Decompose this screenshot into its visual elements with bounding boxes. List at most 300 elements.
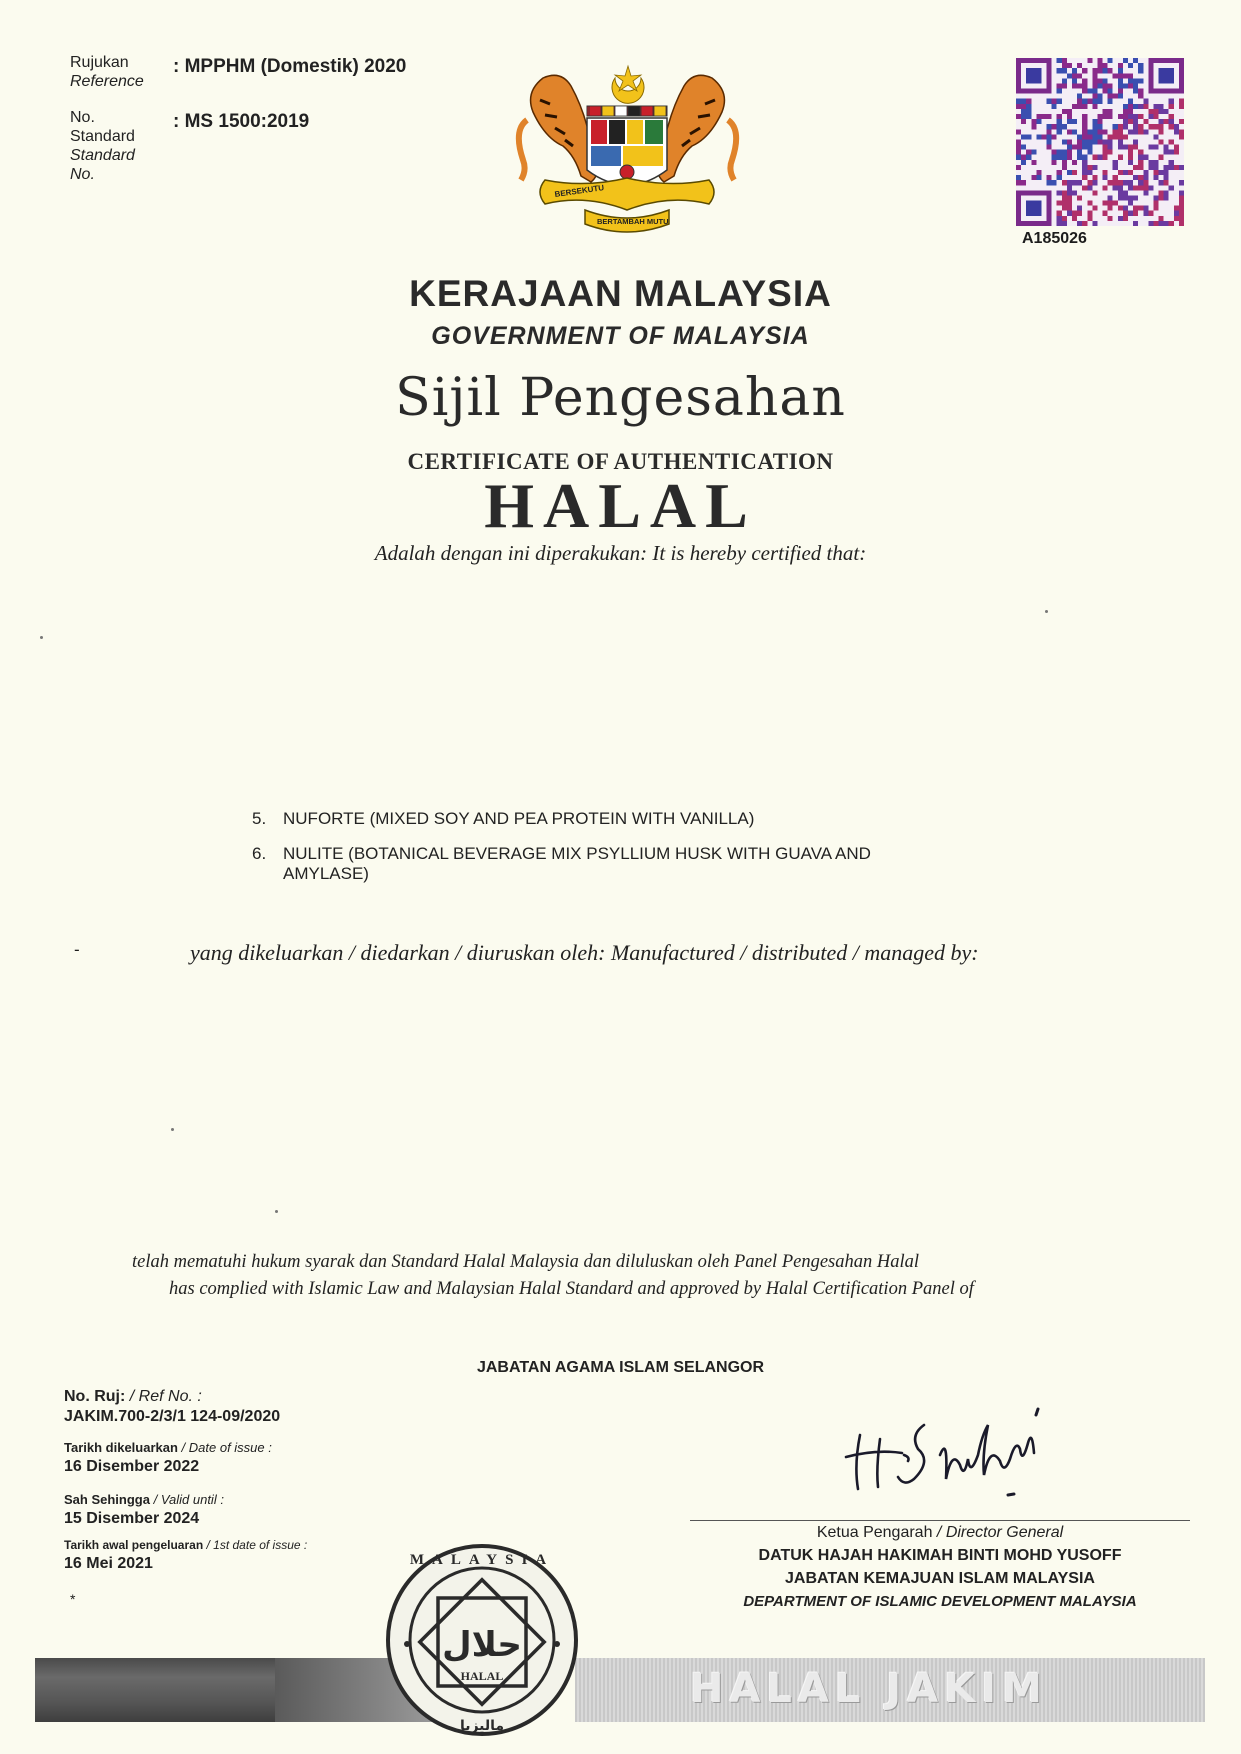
qr-module <box>1148 185 1153 190</box>
qr-module <box>1113 134 1118 139</box>
qr-module <box>1016 165 1021 170</box>
qr-module <box>1016 150 1021 155</box>
qr-module <box>1077 150 1082 155</box>
qr-module <box>1123 124 1128 129</box>
qr-module <box>1128 185 1133 190</box>
qr-module <box>1036 175 1041 180</box>
qr-module <box>1062 180 1067 185</box>
qr-module <box>1067 180 1072 185</box>
qr-module <box>1072 73 1077 78</box>
qr-module <box>1092 155 1097 160</box>
svg-text:BERSEKUTU: BERSEKUTU <box>554 183 605 199</box>
qr-module <box>1103 211 1108 216</box>
qr-module <box>1062 78 1067 83</box>
qr-module <box>1133 83 1138 88</box>
qr-code <box>1016 58 1184 226</box>
qr-module <box>1164 180 1169 185</box>
qr-module <box>1153 201 1158 206</box>
qr-module <box>1103 78 1108 83</box>
qr-module <box>1174 211 1179 216</box>
qr-module <box>1077 134 1082 139</box>
qr-module <box>1036 134 1041 139</box>
qr-module <box>1138 89 1143 94</box>
qr-module <box>1133 129 1138 134</box>
qr-module <box>1092 129 1097 134</box>
qr-module <box>1103 150 1108 155</box>
qr-module <box>1052 124 1057 129</box>
qr-module <box>1128 63 1133 68</box>
qr-module <box>1092 134 1097 139</box>
qr-module <box>1179 206 1184 211</box>
qr-module <box>1128 109 1133 114</box>
qr-module <box>1118 134 1123 139</box>
qr-module <box>1067 190 1072 195</box>
manufactured-dash: - <box>74 940 80 959</box>
qr-module <box>1041 134 1046 139</box>
qr-module <box>1057 114 1062 119</box>
qr-module <box>1016 175 1021 180</box>
qr-module <box>1103 185 1108 190</box>
director-department-malay: JABATAN KEMAJUAN ISLAM MALAYSIA <box>785 1570 1095 1587</box>
qr-module <box>1052 155 1057 160</box>
qr-module <box>1118 129 1123 134</box>
qr-module <box>1128 99 1133 104</box>
first-issue-label: Tarikh awal pengeluaran / 1st date of issue : <box>64 1538 308 1552</box>
qr-module <box>1057 129 1062 134</box>
qr-module <box>1077 99 1082 104</box>
qr-module <box>1118 114 1123 119</box>
qr-module <box>1164 190 1169 195</box>
qr-module <box>1082 129 1087 134</box>
qr-module <box>1108 83 1113 88</box>
qr-module <box>1159 170 1164 175</box>
qr-module <box>1153 145 1158 150</box>
qr-module <box>1108 195 1113 200</box>
qr-module <box>1133 114 1138 119</box>
qr-module <box>1052 99 1057 104</box>
director-name: DATUK HAJAH HAKIMAH BINTI MOHD YUSOFF <box>758 1547 1122 1564</box>
qr-module <box>1092 94 1097 99</box>
qr-module <box>1179 216 1184 221</box>
qr-module <box>1169 221 1174 226</box>
qr-module <box>1082 114 1087 119</box>
qr-module <box>1062 58 1067 63</box>
qr-module <box>1062 221 1067 226</box>
qr-module <box>1123 114 1128 119</box>
qr-module <box>1036 114 1041 119</box>
qr-module <box>1057 211 1062 216</box>
qr-module <box>1128 170 1133 175</box>
qr-module <box>1077 211 1082 216</box>
qr-module <box>1113 201 1118 206</box>
qr-module <box>1174 145 1179 150</box>
qr-finder <box>1159 68 1174 83</box>
qr-module <box>1113 160 1118 165</box>
qr-module <box>1164 165 1169 170</box>
qr-module <box>1123 119 1128 124</box>
qr-module <box>1021 180 1026 185</box>
qr-module <box>1179 99 1184 104</box>
qr-module <box>1153 206 1158 211</box>
qr-module <box>1108 99 1113 104</box>
qr-module <box>1113 165 1118 170</box>
signature-line <box>690 1520 1190 1521</box>
qr-module <box>1016 145 1021 150</box>
qr-module <box>1097 114 1102 119</box>
qr-module <box>1153 104 1158 109</box>
qr-module <box>1067 206 1072 211</box>
qr-module <box>1026 109 1031 114</box>
government-title-malay: KERAJAAN MALAYSIA <box>409 273 832 314</box>
qr-module <box>1067 63 1072 68</box>
qr-module <box>1143 185 1148 190</box>
qr-module <box>1057 58 1062 63</box>
qr-module <box>1082 119 1087 124</box>
qr-module <box>1108 58 1113 63</box>
qr-module <box>1133 78 1138 83</box>
qr-module <box>1143 180 1148 185</box>
qr-module <box>1113 94 1118 99</box>
qr-module <box>1108 180 1113 185</box>
qr-module <box>1123 109 1128 114</box>
qr-module <box>1138 165 1143 170</box>
qr-module <box>1092 139 1097 144</box>
qr-module <box>1128 155 1133 160</box>
qr-module <box>1138 180 1143 185</box>
qr-module <box>1128 160 1133 165</box>
qr-module <box>1057 190 1062 195</box>
qr-module <box>1118 63 1123 68</box>
qr-module <box>1118 73 1123 78</box>
qr-module <box>1103 201 1108 206</box>
qr-module <box>1179 221 1184 226</box>
qr-module <box>1138 68 1143 73</box>
qr-module <box>1108 206 1113 211</box>
qr-module <box>1097 83 1102 88</box>
svg-text:BERTAMBAH MUTU: BERTAMBAH MUTU <box>597 217 669 226</box>
qr-module <box>1123 180 1128 185</box>
qr-module <box>1108 109 1113 114</box>
qr-module <box>1097 129 1102 134</box>
qr-module <box>1062 139 1067 144</box>
qr-module <box>1047 114 1052 119</box>
qr-module <box>1072 104 1077 109</box>
qr-module <box>1174 150 1179 155</box>
qr-module <box>1108 89 1113 94</box>
qr-module <box>1138 124 1143 129</box>
qr-module <box>1057 150 1062 155</box>
certified-statement: Adalah dengan ini diperakukan: It is hereby certified that: <box>374 541 867 565</box>
qr-module <box>1118 195 1123 200</box>
qr-module <box>1057 89 1062 94</box>
qr-module <box>1082 221 1087 226</box>
qr-module <box>1143 175 1148 180</box>
qr-module <box>1087 89 1092 94</box>
qr-module <box>1133 206 1138 211</box>
qr-module <box>1118 185 1123 190</box>
certification-panel-name: JABATAN AGAMA ISLAM SELANGOR <box>476 1359 765 1376</box>
qr-module <box>1057 216 1062 221</box>
qr-module <box>1159 129 1164 134</box>
qr-module <box>1143 170 1148 175</box>
qr-module <box>1159 109 1164 114</box>
ref-no-label: No. Ruj: / Ref No. : <box>64 1388 202 1405</box>
qr-module <box>1047 134 1052 139</box>
qr-module <box>1067 73 1072 78</box>
qr-module <box>1133 145 1138 150</box>
qr-module <box>1169 165 1174 170</box>
qr-module <box>1047 180 1052 185</box>
qr-module <box>1082 145 1087 150</box>
qr-module <box>1169 185 1174 190</box>
qr-finder <box>1026 201 1041 216</box>
qr-module <box>1118 94 1123 99</box>
halal-logo-seal <box>385 1540 580 1740</box>
paper-speck <box>275 1210 278 1213</box>
qr-module <box>1097 63 1102 68</box>
qr-module <box>1021 119 1026 124</box>
qr-module <box>1128 114 1133 119</box>
qr-module <box>1087 216 1092 221</box>
qr-module <box>1138 104 1143 109</box>
qr-module <box>1118 170 1123 175</box>
qr-module <box>1072 83 1077 88</box>
qr-module <box>1103 68 1108 73</box>
qr-module <box>1072 160 1077 165</box>
qr-module <box>1097 78 1102 83</box>
qr-module <box>1103 175 1108 180</box>
qr-module <box>1057 221 1062 226</box>
qr-module <box>1169 104 1174 109</box>
qr-module <box>1082 124 1087 129</box>
qr-module <box>1118 155 1123 160</box>
qr-module <box>1021 134 1026 139</box>
qr-module <box>1138 114 1143 119</box>
qr-module <box>1021 109 1026 114</box>
qr-module <box>1082 68 1087 73</box>
qr-module <box>1077 73 1082 78</box>
qr-module <box>1087 165 1092 170</box>
qr-module <box>1159 180 1164 185</box>
svg-text:ماليزيا: ماليزيا <box>459 1718 505 1734</box>
qr-module <box>1113 185 1118 190</box>
qr-module <box>1118 68 1123 73</box>
qr-module <box>1108 68 1113 73</box>
qr-module <box>1026 104 1031 109</box>
qr-module <box>1092 165 1097 170</box>
qr-module <box>1082 155 1087 160</box>
qr-module <box>1057 201 1062 206</box>
qr-module <box>1057 175 1062 180</box>
qr-module <box>1062 165 1067 170</box>
qr-module <box>1077 180 1082 185</box>
qr-module <box>1082 78 1087 83</box>
qr-module <box>1143 129 1148 134</box>
qr-module <box>1097 94 1102 99</box>
qr-module <box>1123 58 1128 63</box>
qr-module <box>1082 83 1087 88</box>
serial-number: A185026 <box>1022 230 1087 247</box>
certificate-title-english: CERTIFICATE OF AUTHENTICATION <box>407 449 834 474</box>
qr-module <box>1148 145 1153 150</box>
qr-module <box>1052 160 1057 165</box>
qr-module <box>1153 134 1158 139</box>
qr-module <box>1133 58 1138 63</box>
qr-module <box>1159 104 1164 109</box>
qr-module <box>1062 155 1067 160</box>
qr-module <box>1169 150 1174 155</box>
qr-module <box>1164 195 1169 200</box>
paper-speck <box>40 636 43 639</box>
qr-module <box>1092 124 1097 129</box>
qr-module <box>1077 139 1082 144</box>
qr-module <box>1164 150 1169 155</box>
qr-module <box>1133 175 1138 180</box>
qr-module <box>1128 83 1133 88</box>
product-number: 5. <box>252 809 267 828</box>
qr-module <box>1072 190 1077 195</box>
qr-module <box>1128 180 1133 185</box>
qr-module <box>1108 216 1113 221</box>
qr-module <box>1072 78 1077 83</box>
qr-module <box>1067 129 1072 134</box>
qr-module <box>1097 155 1102 160</box>
qr-module <box>1067 195 1072 200</box>
qr-module <box>1031 124 1036 129</box>
qr-module <box>1113 124 1118 129</box>
qr-module <box>1153 175 1158 180</box>
qr-module <box>1077 94 1082 99</box>
qr-module <box>1128 195 1133 200</box>
qr-module <box>1072 129 1077 134</box>
qr-module <box>1174 124 1179 129</box>
qr-module <box>1164 175 1169 180</box>
qr-module <box>1118 216 1123 221</box>
qr-module <box>1026 134 1031 139</box>
qr-module <box>1103 83 1108 88</box>
director-signature <box>840 1395 1070 1500</box>
qr-module <box>1047 129 1052 134</box>
qr-module <box>1087 150 1092 155</box>
qr-module <box>1077 83 1082 88</box>
qr-module <box>1026 155 1031 160</box>
qr-module <box>1143 119 1148 124</box>
director-department-english: DEPARTMENT OF ISLAMIC DEVELOPMENT MALAYSIA <box>743 1593 1137 1610</box>
qr-module <box>1016 114 1021 119</box>
product-name: NUFORTE (MIXED SOY AND PEA PROTEIN WITH VANILLA) <box>283 809 755 828</box>
svg-text:MALAYSIA: MALAYSIA <box>409 1552 555 1568</box>
qr-module <box>1108 134 1113 139</box>
qr-module <box>1159 139 1164 144</box>
qr-module <box>1138 155 1143 160</box>
qr-module <box>1118 139 1123 144</box>
qr-module <box>1047 145 1052 150</box>
qr-module <box>1123 190 1128 195</box>
qr-module <box>1179 180 1184 185</box>
qr-module <box>1036 170 1041 175</box>
qr-module <box>1097 99 1102 104</box>
qr-module <box>1077 195 1082 200</box>
qr-module <box>1092 99 1097 104</box>
qr-module <box>1082 160 1087 165</box>
qr-module <box>1143 190 1148 195</box>
qr-module <box>1087 180 1092 185</box>
qr-module <box>1118 124 1123 129</box>
qr-module <box>1148 165 1153 170</box>
qr-module <box>1047 139 1052 144</box>
qr-module <box>1031 175 1036 180</box>
qr-module <box>1062 216 1067 221</box>
qr-module <box>1123 170 1128 175</box>
halal-title: HALAL <box>484 470 757 541</box>
qr-module <box>1052 180 1057 185</box>
qr-module <box>1164 170 1169 175</box>
qr-module <box>1138 206 1143 211</box>
date-of-issue-label: Tarikh dikeluarkan / Date of issue : <box>64 1440 272 1455</box>
qr-module <box>1092 190 1097 195</box>
qr-module <box>1108 139 1113 144</box>
qr-module <box>1062 150 1067 155</box>
qr-module <box>1133 124 1138 129</box>
qr-module <box>1067 185 1072 190</box>
paper-speck <box>1045 610 1048 613</box>
qr-module <box>1169 139 1174 144</box>
qr-module <box>1067 109 1072 114</box>
qr-module <box>1077 145 1082 150</box>
qr-module <box>1077 206 1082 211</box>
qr-module <box>1092 119 1097 124</box>
qr-module <box>1123 216 1128 221</box>
svg-text:حلال: حلال <box>442 1625 522 1665</box>
qr-module <box>1179 119 1184 124</box>
qr-module <box>1097 68 1102 73</box>
qr-module <box>1062 160 1067 165</box>
qr-module <box>1169 119 1174 124</box>
qr-module <box>1087 134 1092 139</box>
qr-module <box>1072 216 1077 221</box>
qr-module <box>1021 145 1026 150</box>
qr-module <box>1087 139 1092 144</box>
qr-module <box>1067 170 1072 175</box>
qr-module <box>1153 195 1158 200</box>
qr-module <box>1082 185 1087 190</box>
qr-module <box>1057 68 1062 73</box>
qr-module <box>1164 109 1169 114</box>
qr-module <box>1113 175 1118 180</box>
director-title: Ketua Pengarah / Director General <box>816 1524 1064 1541</box>
qr-module <box>1169 114 1174 119</box>
qr-module <box>1067 114 1072 119</box>
qr-module <box>1041 114 1046 119</box>
complied-statement-english: has complied with Islamic Law and Malaysian Halal Standard and approved by Halal Certification Panel of <box>169 1279 974 1299</box>
qr-module <box>1138 175 1143 180</box>
qr-module <box>1118 78 1123 83</box>
qr-module <box>1026 99 1031 104</box>
qr-module <box>1174 216 1179 221</box>
qr-module <box>1148 221 1153 226</box>
qr-module <box>1159 221 1164 226</box>
qr-module <box>1179 129 1184 134</box>
qr-module <box>1113 129 1118 134</box>
government-title-english: GOVERNMENT OF MALAYSIA <box>431 322 810 350</box>
qr-module <box>1133 119 1138 124</box>
qr-module <box>1148 109 1153 114</box>
star-mark: * <box>70 1591 76 1607</box>
qr-module <box>1097 58 1102 63</box>
qr-module <box>1148 160 1153 165</box>
qr-module <box>1123 145 1128 150</box>
qr-module <box>1087 99 1092 104</box>
